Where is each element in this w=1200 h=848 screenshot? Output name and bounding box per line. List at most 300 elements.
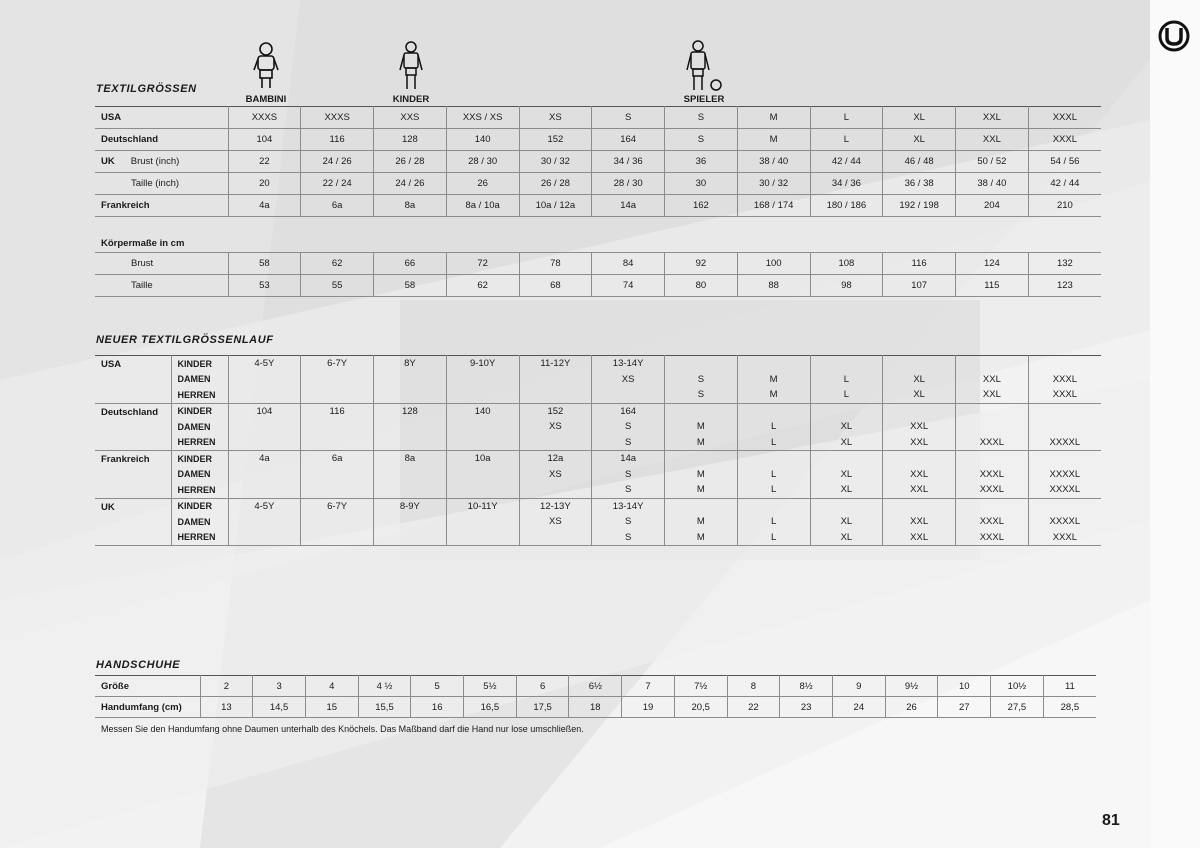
table-cell <box>301 387 374 403</box>
table-cell: XS <box>519 467 592 483</box>
category-spieler: SPIELER <box>683 94 725 105</box>
table-cell <box>592 387 665 403</box>
section-title-gloves: HANDSCHUHE <box>96 659 181 671</box>
table-cell: 140 <box>446 129 519 151</box>
table-cell: S <box>592 482 665 498</box>
table-cell <box>301 419 374 435</box>
table-cell: 66 <box>374 253 447 275</box>
table-cell: 27 <box>938 697 991 718</box>
row-label <box>95 107 228 129</box>
table-cell: 16,5 <box>464 697 517 718</box>
table-cell: XL <box>810 514 883 530</box>
table-cell: 164 <box>592 403 665 419</box>
table-cell <box>519 482 592 498</box>
table-cell: 116 <box>301 403 374 419</box>
category-kinder: KINDER <box>392 94 430 105</box>
row-label-text: Frankreich <box>101 200 150 211</box>
table-cell: 34 / 36 <box>810 173 883 195</box>
table-cell: 192 / 198 <box>883 195 956 217</box>
table-cell: XL <box>883 107 956 129</box>
table-cell: 53 <box>228 275 301 297</box>
kind-label: HERREN <box>171 435 228 451</box>
table-cell: 4-5Y <box>228 498 301 514</box>
table-cell: 28 / 30 <box>592 173 665 195</box>
table-cell: L <box>737 467 810 483</box>
table-cell <box>446 387 519 403</box>
table-row <box>95 107 1101 129</box>
table-cell: 13-14Y <box>592 356 665 372</box>
table-row <box>95 530 1101 546</box>
kind-label: DAMEN <box>171 467 228 483</box>
table-cell: XL <box>883 129 956 151</box>
table-cell: S <box>592 514 665 530</box>
table-cell: 123 <box>1028 275 1101 297</box>
table-cell: 152 <box>519 403 592 419</box>
table-cell <box>665 498 738 514</box>
table-cell: S <box>665 387 738 403</box>
table-cell: 6 <box>516 676 569 697</box>
row-label-text: UK <box>101 156 115 167</box>
row-sublabel: Brust (inch) <box>130 156 180 167</box>
table-cell: XXXL <box>956 467 1029 483</box>
table-cell: XS <box>519 107 592 129</box>
table-cell: S <box>592 435 665 451</box>
table-cell: 10-11Y <box>446 498 519 514</box>
table-cell: 6-7Y <box>301 356 374 372</box>
table-cell <box>374 372 447 388</box>
table-cell: L <box>810 129 883 151</box>
table-cell: 210 <box>1028 195 1101 217</box>
table-cell: XXS / XS <box>446 107 519 129</box>
table-cell: XXXL <box>1028 129 1101 151</box>
table-cell: XXL <box>883 435 956 451</box>
table-cell <box>956 356 1029 372</box>
table-cell <box>883 451 956 467</box>
new-size-table <box>95 355 1101 546</box>
table-cell: XL <box>810 435 883 451</box>
table-cell: 58 <box>374 275 447 297</box>
table-cell: 16 <box>411 697 464 718</box>
table-cell: XL <box>810 419 883 435</box>
table-cell <box>810 356 883 372</box>
table-cell <box>883 498 956 514</box>
table-cell: S <box>665 107 738 129</box>
table-cell: XXXL <box>1028 387 1101 403</box>
table-cell: S <box>665 372 738 388</box>
table-cell: 8 <box>727 676 780 697</box>
table-cell: 42 / 44 <box>810 151 883 173</box>
kind-label: KINDER <box>171 356 228 372</box>
table-cell: 36 <box>665 151 738 173</box>
table-row <box>95 676 1096 697</box>
table-cell: XXL <box>883 419 956 435</box>
table-cell: 24 / 26 <box>374 173 447 195</box>
table-cell <box>228 435 301 451</box>
table-cell: 14a <box>592 195 665 217</box>
table-cell <box>228 514 301 530</box>
table-cell <box>374 387 447 403</box>
table-cell <box>301 435 374 451</box>
table-cell: M <box>665 467 738 483</box>
table-cell: 8½ <box>780 676 833 697</box>
table-cell <box>956 451 1029 467</box>
table-cell <box>374 530 447 546</box>
table-row <box>95 151 1101 173</box>
table-cell: 74 <box>592 275 665 297</box>
row-label <box>95 173 228 195</box>
table-cell: 168 / 174 <box>737 195 810 217</box>
row-label: Brust <box>95 253 228 275</box>
table-cell: XXXXL <box>1028 435 1101 451</box>
section-title-new: NEUER TEXTILGRÖSSENLAUF <box>96 334 274 346</box>
section-title-textil: TEXTILGRÖSSEN <box>96 83 197 95</box>
table-cell: 115 <box>956 275 1029 297</box>
row-label: Taille <box>95 275 228 297</box>
row-label <box>95 151 228 173</box>
table-cell: XL <box>883 387 956 403</box>
country-label: UK <box>95 498 171 546</box>
table-cell: 14,5 <box>253 697 306 718</box>
table-cell <box>301 482 374 498</box>
table-cell: XL <box>810 482 883 498</box>
table-cell: 8-9Y <box>374 498 447 514</box>
table-cell: 8a / 10a <box>446 195 519 217</box>
table-cell: M <box>665 514 738 530</box>
table-cell: 15,5 <box>358 697 411 718</box>
table-cell: L <box>810 372 883 388</box>
table-cell <box>446 435 519 451</box>
table-cell: 11-12Y <box>519 356 592 372</box>
table-row <box>95 195 1101 217</box>
row-label-text: USA <box>101 112 122 123</box>
table-row <box>95 451 1101 467</box>
kind-label: DAMEN <box>171 372 228 388</box>
row-label <box>95 129 228 151</box>
table-cell <box>956 498 1029 514</box>
table-cell: XXXXL <box>1028 482 1101 498</box>
body-measure-header-row <box>95 217 1101 253</box>
uhlsport-logo-icon <box>1158 20 1190 52</box>
country-label: Frankreich <box>95 451 171 499</box>
table-cell: 140 <box>446 403 519 419</box>
table-cell: 6a <box>301 195 374 217</box>
kind-label: DAMEN <box>171 514 228 530</box>
table-cell <box>1028 451 1101 467</box>
kind-label: HERREN <box>171 530 228 546</box>
table-cell: 6-7Y <box>301 498 374 514</box>
table-cell: 22 / 24 <box>301 173 374 195</box>
table-cell: XXL <box>956 387 1029 403</box>
table-cell: 4a <box>228 195 301 217</box>
table-cell: 68 <box>519 275 592 297</box>
table-cell: 5½ <box>464 676 517 697</box>
table-cell <box>810 498 883 514</box>
table-cell: 108 <box>810 253 883 275</box>
category-bambini: BAMBINI <box>245 94 287 105</box>
table-cell: 17,5 <box>516 697 569 718</box>
table-cell: 23 <box>780 697 833 718</box>
table-cell: 4 <box>305 676 358 697</box>
table-cell: M <box>737 107 810 129</box>
table-cell: 26 / 28 <box>374 151 447 173</box>
table-cell: 107 <box>883 275 956 297</box>
table-cell <box>883 356 956 372</box>
table-cell: 116 <box>883 253 956 275</box>
table-cell: M <box>665 530 738 546</box>
table-cell: 116 <box>301 129 374 151</box>
table-cell: XXXL <box>1028 372 1101 388</box>
table-cell <box>737 451 810 467</box>
table-cell: XXL <box>956 107 1029 129</box>
table-cell: S <box>592 530 665 546</box>
table-cell: 98 <box>810 275 883 297</box>
table-cell: 180 / 186 <box>810 195 883 217</box>
table-row <box>95 514 1101 530</box>
table-cell: 10a <box>446 451 519 467</box>
player-figure-icon <box>684 40 724 92</box>
table-cell: 62 <box>446 275 519 297</box>
table-cell: 92 <box>665 253 738 275</box>
table-cell: XL <box>883 372 956 388</box>
table-row <box>95 173 1101 195</box>
table-cell: S <box>592 107 665 129</box>
table-cell: L <box>737 419 810 435</box>
table-cell: XXXXL <box>1028 514 1101 530</box>
table-cell: XXXS <box>301 107 374 129</box>
table-cell <box>665 403 738 419</box>
table-cell: XXXL <box>1028 107 1101 129</box>
table-cell: 24 <box>832 697 885 718</box>
table-cell <box>374 467 447 483</box>
kind-label: KINDER <box>171 498 228 514</box>
table-cell <box>446 467 519 483</box>
table-cell: L <box>810 107 883 129</box>
table-cell: 24 / 26 <box>301 151 374 173</box>
table-cell: 6a <box>301 451 374 467</box>
table-cell: S <box>592 467 665 483</box>
table-cell: XXL <box>883 530 956 546</box>
size-table <box>95 106 1101 297</box>
table-cell: 27,5 <box>991 697 1044 718</box>
table-cell <box>446 482 519 498</box>
table-cell: XS <box>592 372 665 388</box>
table-cell: 128 <box>374 129 447 151</box>
table-cell: 10 <box>938 676 991 697</box>
table-cell: XXL <box>956 372 1029 388</box>
table-cell <box>228 372 301 388</box>
table-cell: 4 ½ <box>358 676 411 697</box>
row-label-text: Deutschland <box>101 134 159 145</box>
table-cell: 62 <box>301 253 374 275</box>
table-cell: 12a <box>519 451 592 467</box>
table-cell: XXXXL <box>1028 467 1101 483</box>
table-row <box>95 387 1101 403</box>
table-cell <box>374 435 447 451</box>
table-cell: XXS <box>374 107 447 129</box>
table-cell: XXL <box>883 482 956 498</box>
table-cell: M <box>737 372 810 388</box>
table-cell: 20 <box>228 173 301 195</box>
row-label: Größe <box>95 676 200 697</box>
table-cell: 54 / 56 <box>1028 151 1101 173</box>
table-row <box>95 498 1101 514</box>
table-cell <box>374 419 447 435</box>
table-cell: 12-13Y <box>519 498 592 514</box>
page-number: 81 <box>1102 812 1120 829</box>
table-cell <box>1028 498 1101 514</box>
table-cell: 204 <box>956 195 1029 217</box>
table-cell: 55 <box>301 275 374 297</box>
glove-table <box>95 675 1096 718</box>
row-label: Handumfang (cm) <box>95 697 200 718</box>
table-cell <box>519 372 592 388</box>
table-cell: 2 <box>200 676 253 697</box>
table-row <box>95 435 1101 451</box>
table-cell: XS <box>519 514 592 530</box>
table-cell: 34 / 36 <box>592 151 665 173</box>
table-row <box>95 253 1101 275</box>
table-cell: 30 / 32 <box>737 173 810 195</box>
country-label: Deutschland <box>95 403 171 451</box>
table-cell: 8a <box>374 195 447 217</box>
table-cell: 88 <box>737 275 810 297</box>
table-cell: 164 <box>592 129 665 151</box>
table-cell <box>519 435 592 451</box>
table-cell: 28,5 <box>1043 697 1096 718</box>
table-cell: 84 <box>592 253 665 275</box>
table-cell <box>519 387 592 403</box>
row-label <box>95 195 228 217</box>
table-cell <box>519 530 592 546</box>
table-row <box>95 482 1101 498</box>
table-cell: 124 <box>956 253 1029 275</box>
table-cell: 13-14Y <box>592 498 665 514</box>
table-cell: 46 / 48 <box>883 151 956 173</box>
table-cell <box>228 530 301 546</box>
table-cell: M <box>737 129 810 151</box>
table-cell <box>810 403 883 419</box>
table-cell: XXXL <box>956 530 1029 546</box>
table-cell <box>301 514 374 530</box>
table-cell <box>956 403 1029 419</box>
table-cell: L <box>737 530 810 546</box>
table-cell: 58 <box>228 253 301 275</box>
table-cell: M <box>665 419 738 435</box>
body-measure-title: Körpermaße in cm <box>95 217 1101 253</box>
table-cell: L <box>810 387 883 403</box>
table-cell: M <box>665 435 738 451</box>
table-cell <box>228 482 301 498</box>
table-cell: M <box>665 482 738 498</box>
table-cell: XXL <box>883 514 956 530</box>
table-cell: 38 / 40 <box>956 173 1029 195</box>
table-cell: 15 <box>305 697 358 718</box>
table-cell: 104 <box>228 129 301 151</box>
table-cell: 8a <box>374 451 447 467</box>
table-cell: XXXL <box>956 482 1029 498</box>
table-cell: L <box>737 482 810 498</box>
kind-label: HERREN <box>171 482 228 498</box>
table-row <box>95 129 1101 151</box>
table-cell: 128 <box>374 403 447 419</box>
table-cell: 36 / 38 <box>883 173 956 195</box>
table-row <box>95 372 1101 388</box>
table-cell: XXL <box>956 129 1029 151</box>
table-cell: 104 <box>228 403 301 419</box>
table-cell: XXL <box>883 467 956 483</box>
kind-label: KINDER <box>171 403 228 419</box>
table-cell: 9½ <box>885 676 938 697</box>
table-cell <box>374 514 447 530</box>
table-cell: 11 <box>1043 676 1096 697</box>
table-cell <box>301 467 374 483</box>
table-cell: XXXL <box>956 514 1029 530</box>
table-cell: 10a / 12a <box>519 195 592 217</box>
table-cell: XXXL <box>956 435 1029 451</box>
table-cell: 100 <box>737 253 810 275</box>
table-cell: XXXS <box>228 107 301 129</box>
table-cell: 10½ <box>991 676 1044 697</box>
table-cell: 80 <box>665 275 738 297</box>
table-cell <box>956 419 1029 435</box>
table-cell: 28 / 30 <box>446 151 519 173</box>
table-cell: 20,5 <box>674 697 727 718</box>
kind-label: DAMEN <box>171 419 228 435</box>
table-cell: S <box>592 419 665 435</box>
table-cell <box>1028 403 1101 419</box>
table-cell: 8Y <box>374 356 447 372</box>
table-cell <box>446 419 519 435</box>
table-cell <box>446 530 519 546</box>
table-cell <box>810 451 883 467</box>
table-cell <box>301 372 374 388</box>
table-cell: 30 / 32 <box>519 151 592 173</box>
table-cell: 4a <box>228 451 301 467</box>
table-cell: 5 <box>411 676 464 697</box>
table-row <box>95 467 1101 483</box>
table-cell <box>1028 419 1101 435</box>
table-cell <box>737 403 810 419</box>
table-cell: 18 <box>569 697 622 718</box>
table-cell: 7½ <box>674 676 727 697</box>
table-row <box>95 275 1101 297</box>
table-cell: 9 <box>832 676 885 697</box>
table-cell: 22 <box>727 697 780 718</box>
table-cell <box>665 356 738 372</box>
table-cell <box>228 467 301 483</box>
table-cell: XS <box>519 419 592 435</box>
table-cell: M <box>737 387 810 403</box>
table-cell <box>301 530 374 546</box>
table-cell: 26 / 28 <box>519 173 592 195</box>
table-cell: L <box>737 514 810 530</box>
table-cell: L <box>737 435 810 451</box>
table-cell: 72 <box>446 253 519 275</box>
table-cell: 30 <box>665 173 738 195</box>
table-cell: 78 <box>519 253 592 275</box>
country-label: USA <box>95 356 171 404</box>
table-cell: 14a <box>592 451 665 467</box>
table-cell <box>228 387 301 403</box>
table-cell <box>737 356 810 372</box>
child-figure-icon <box>252 42 280 92</box>
table-cell: 3 <box>253 676 306 697</box>
table-cell: 6½ <box>569 676 622 697</box>
table-cell <box>374 482 447 498</box>
table-cell <box>228 419 301 435</box>
table-cell: 22 <box>228 151 301 173</box>
table-cell: 42 / 44 <box>1028 173 1101 195</box>
